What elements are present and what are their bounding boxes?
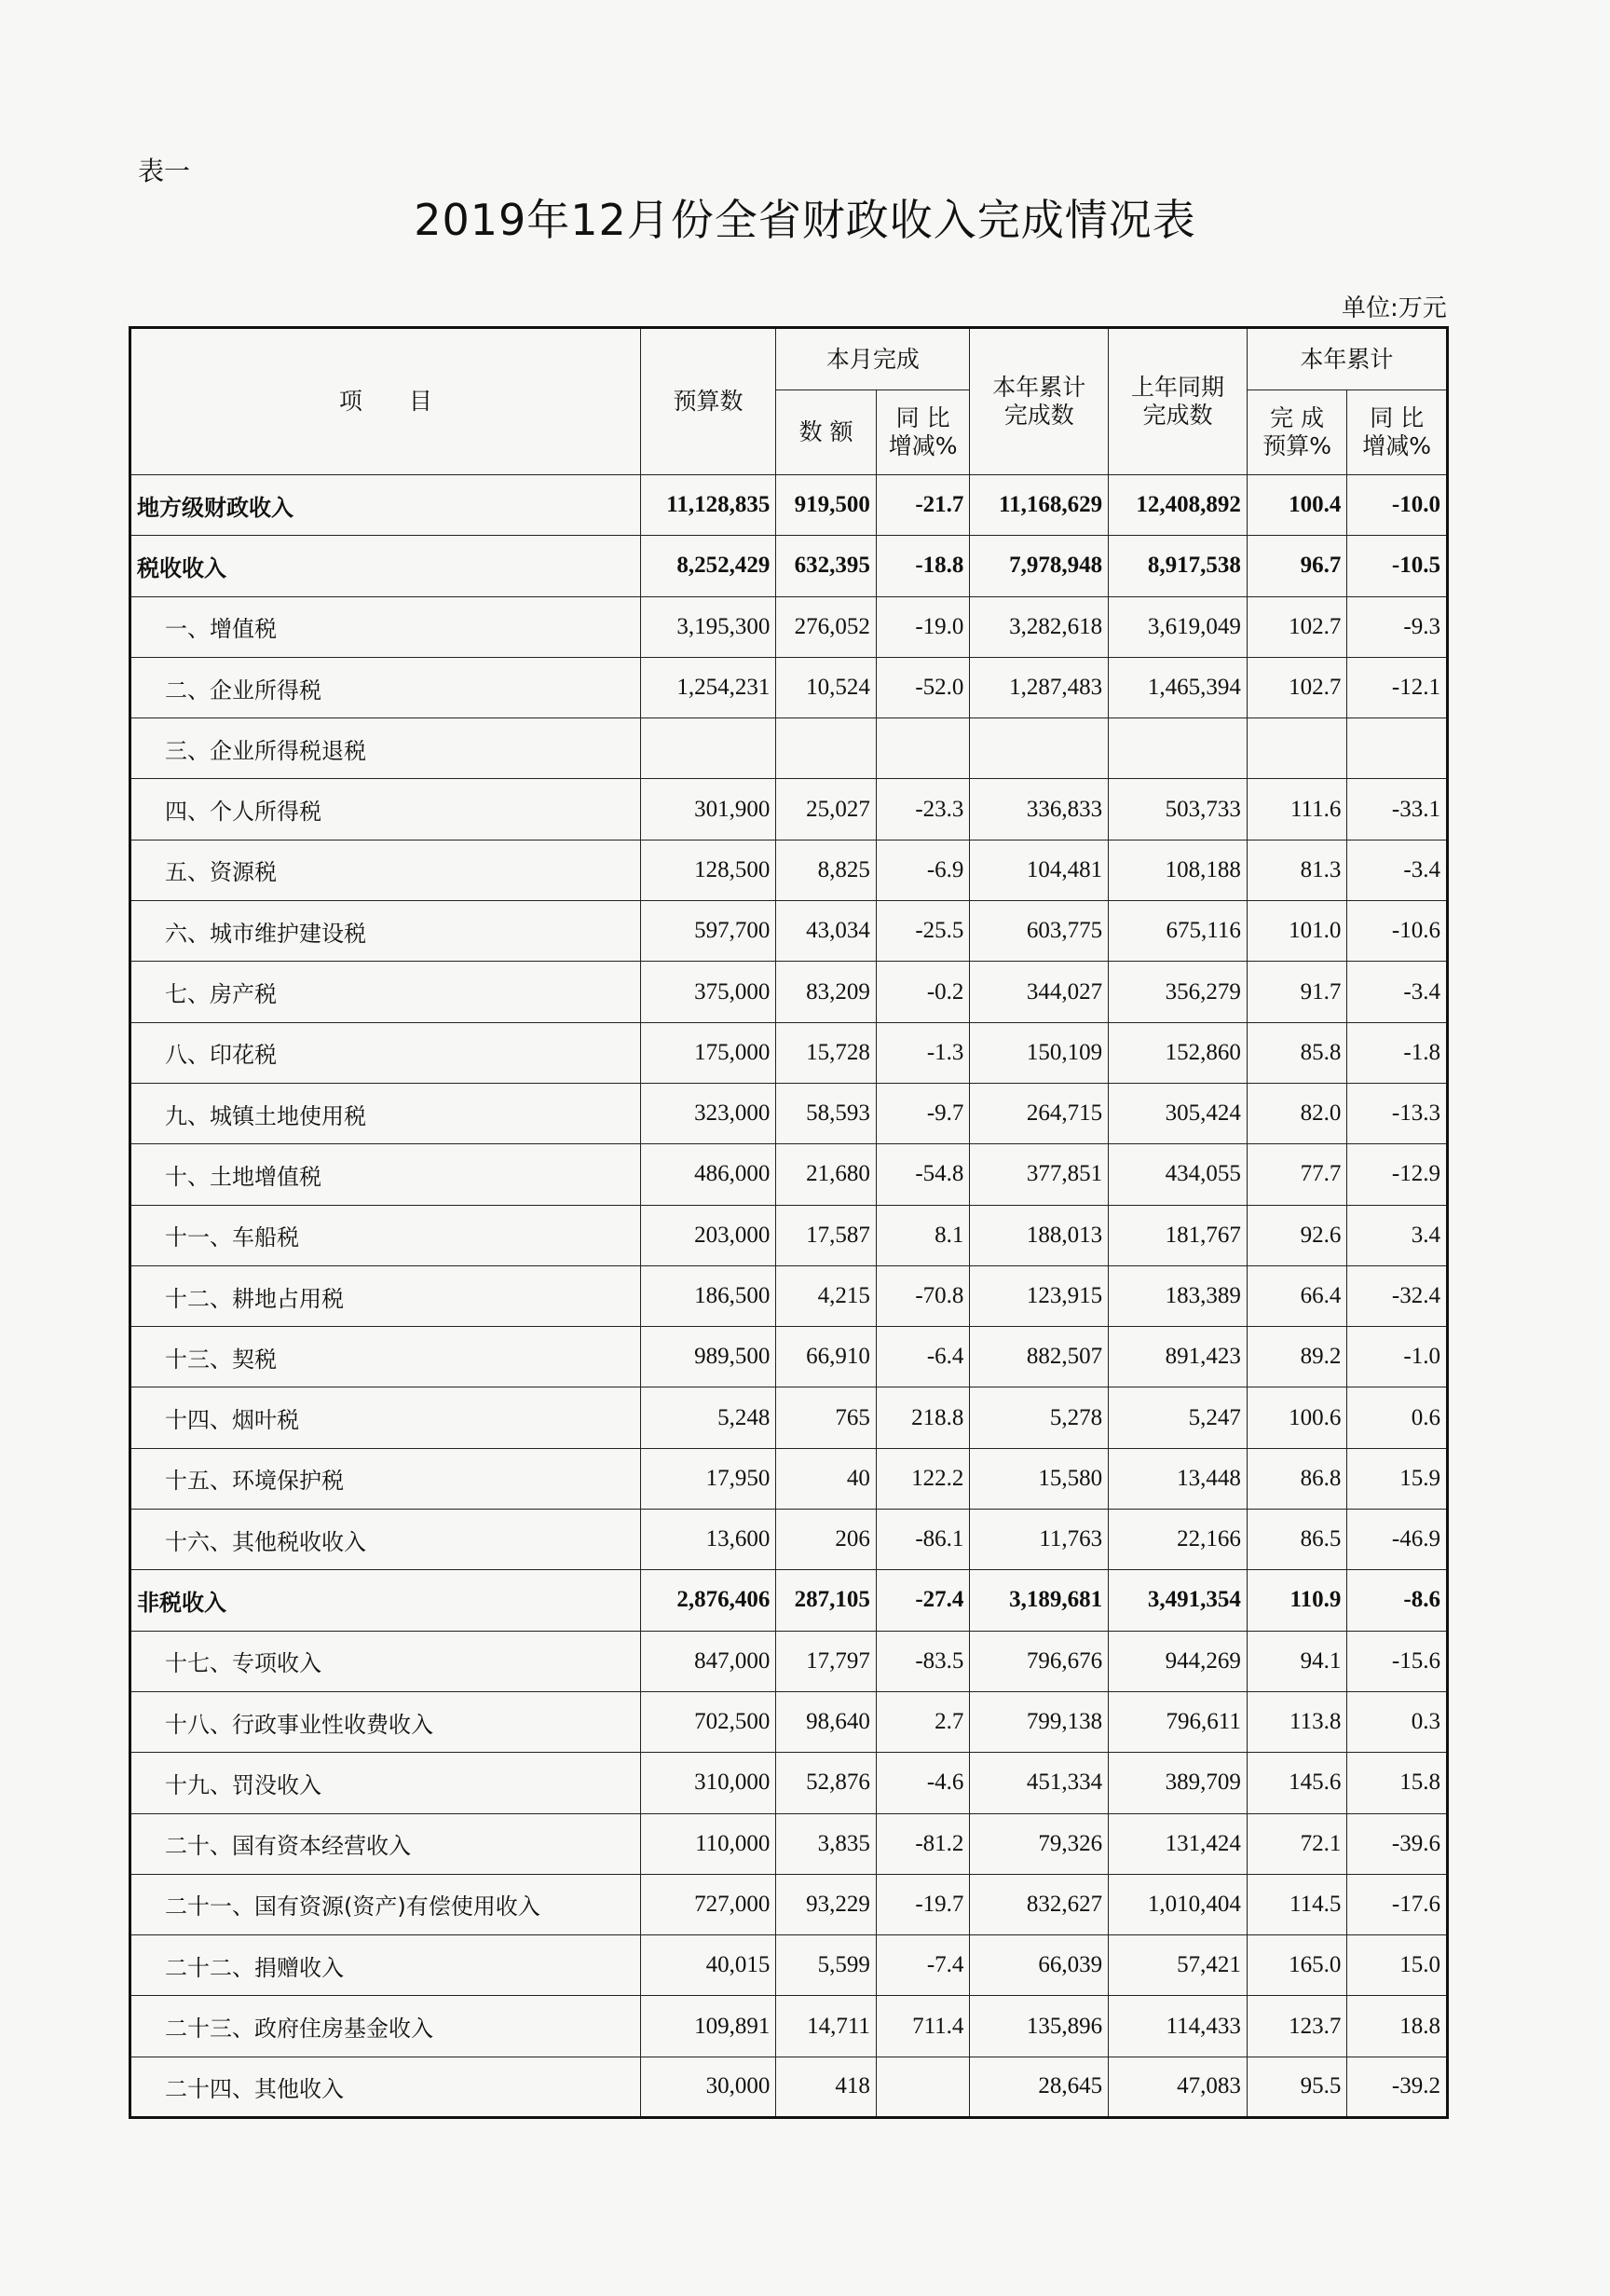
cell-month-amount: 40 (776, 1448, 877, 1509)
cell-last-year: 1,465,394 (1109, 657, 1248, 718)
cell-last-year: 503,733 (1109, 779, 1248, 840)
row-name: 三、企业所得税退税 (130, 718, 641, 779)
cell-budget: 597,700 (640, 901, 776, 962)
cell-ytd-yoy: -3.4 (1347, 962, 1448, 1022)
cell-budget: 310,000 (640, 1753, 776, 1813)
row-name: 十三、契税 (130, 1327, 641, 1387)
table-row (130, 718, 1448, 779)
cell-ytd: 799,138 (970, 1691, 1109, 1752)
header-pct-budget-line2: 预算% (1262, 432, 1331, 459)
table-row (130, 1083, 1448, 1143)
cell-last-year: 3,619,049 (1109, 596, 1248, 657)
cell-pct-budget: 82.0 (1247, 1083, 1347, 1143)
table-row (130, 1570, 1448, 1631)
row-name: 二、企业所得税 (130, 657, 641, 718)
cell-budget: 847,000 (640, 1631, 776, 1691)
cell-last-year: 13,448 (1109, 1448, 1248, 1509)
cell-month-amount: 418 (776, 2057, 877, 2117)
cell-last-year (1109, 718, 1248, 779)
cell-ytd: 66,039 (970, 1935, 1109, 1996)
cell-month-yoy: -0.2 (876, 962, 970, 1022)
header-month-group: 本月完成 (776, 328, 970, 390)
row-name: 十七、专项收入 (130, 1631, 641, 1691)
cell-ytd: 336,833 (970, 779, 1109, 840)
cell-ytd-yoy: 0.3 (1347, 1691, 1448, 1752)
header-month-yoy (876, 390, 970, 475)
cell-last-year: 152,860 (1109, 1022, 1248, 1083)
cell-pct-budget: 72.1 (1247, 1813, 1347, 1874)
cell-ytd-yoy: 15.8 (1347, 1753, 1448, 1813)
cell-budget: 30,000 (640, 2057, 776, 2117)
cell-month-amount: 58,593 (776, 1083, 877, 1143)
cell-pct-budget: 100.4 (1247, 475, 1347, 536)
cell-budget: 375,000 (640, 962, 776, 1022)
cell-month-amount: 43,034 (776, 901, 877, 962)
table-row (130, 1935, 1448, 1996)
cell-month-yoy: 711.4 (876, 1996, 970, 2057)
row-name: 十九、罚没收入 (130, 1753, 641, 1813)
cell-ytd-yoy: -33.1 (1347, 779, 1448, 840)
doc-label: 表一 (138, 156, 191, 186)
cell-month-yoy: -21.7 (876, 475, 970, 536)
row-name: 十一、车船税 (130, 1205, 641, 1265)
header-ytd-line1: 本年累计 (992, 374, 1086, 401)
cell-ytd: 79,326 (970, 1813, 1109, 1874)
table-row (130, 1448, 1448, 1509)
cell-budget: 40,015 (640, 1935, 776, 1996)
cell-ytd-yoy: 15.0 (1347, 1935, 1448, 1996)
cell-last-year: 181,767 (1109, 1205, 1248, 1265)
table-row (130, 1022, 1448, 1083)
cell-last-year: 131,424 (1109, 1813, 1248, 1874)
cell-budget: 1,254,231 (640, 657, 776, 718)
cell-budget (640, 718, 776, 779)
cell-pct-budget: 102.7 (1247, 596, 1347, 657)
cell-month-amount: 10,524 (776, 657, 877, 718)
header-ytd (970, 328, 1109, 475)
cell-month-yoy: -1.3 (876, 1022, 970, 1083)
cell-ytd-yoy: -39.6 (1347, 1813, 1448, 1874)
table-row (130, 1510, 1448, 1570)
cell-ytd: 882,507 (970, 1327, 1109, 1387)
cell-budget: 11,128,835 (640, 475, 776, 536)
cell-pct-budget: 96.7 (1247, 536, 1347, 596)
cell-ytd: 104,481 (970, 840, 1109, 900)
cell-budget: 8,252,429 (640, 536, 776, 596)
cell-month-amount: 17,797 (776, 1631, 877, 1691)
row-name: 七、房产税 (130, 962, 641, 1022)
cell-month-yoy: 2.7 (876, 1691, 970, 1752)
row-name: 税收收入 (130, 536, 641, 596)
header-ytd-yoy-line1: 同 比 (1370, 404, 1425, 431)
cell-ytd: 832,627 (970, 1874, 1109, 1934)
cell-ytd: 3,189,681 (970, 1570, 1109, 1631)
cell-month-amount: 5,599 (776, 1935, 877, 1996)
cell-month-amount: 206 (776, 1510, 877, 1570)
cell-month-yoy: -6.9 (876, 840, 970, 900)
cell-ytd: 264,715 (970, 1083, 1109, 1143)
cell-budget: 13,600 (640, 1510, 776, 1570)
cell-ytd-yoy: -12.1 (1347, 657, 1448, 718)
header-lastyear (1109, 328, 1248, 475)
cell-pct-budget: 114.5 (1247, 1874, 1347, 1934)
cell-last-year: 3,491,354 (1109, 1570, 1248, 1631)
header-month-yoy-line1: 同 比 (895, 404, 950, 431)
row-name: 二十二、捐赠收入 (130, 1935, 641, 1996)
cell-pct-budget: 85.8 (1247, 1022, 1347, 1083)
row-name: 二十、国有资本经营收入 (130, 1813, 641, 1874)
unit-label: 单位:万元 (1342, 294, 1447, 322)
cell-ytd-yoy: -1.0 (1347, 1327, 1448, 1387)
cell-pct-budget: 94.1 (1247, 1631, 1347, 1691)
cell-ytd-yoy: -10.0 (1347, 475, 1448, 536)
cell-pct-budget: 165.0 (1247, 1935, 1347, 1996)
cell-month-yoy: -70.8 (876, 1265, 970, 1326)
cell-month-amount: 66,910 (776, 1327, 877, 1387)
cell-ytd-yoy: 3.4 (1347, 1205, 1448, 1265)
cell-budget: 3,195,300 (640, 596, 776, 657)
cell-ytd: 5,278 (970, 1387, 1109, 1448)
cell-month-amount: 276,052 (776, 596, 877, 657)
cell-budget: 186,500 (640, 1265, 776, 1326)
cell-month-amount: 919,500 (776, 475, 877, 536)
table-body (130, 475, 1448, 2118)
revenue-table (129, 326, 1449, 2119)
cell-last-year: 114,433 (1109, 1996, 1248, 2057)
cell-ytd-yoy: -13.3 (1347, 1083, 1448, 1143)
cell-month-yoy: -27.4 (876, 1570, 970, 1631)
cell-budget: 702,500 (640, 1691, 776, 1752)
table-row (130, 1631, 1448, 1691)
cell-month-amount: 98,640 (776, 1691, 877, 1752)
cell-budget: 989,500 (640, 1327, 776, 1387)
cell-pct-budget: 86.5 (1247, 1510, 1347, 1570)
cell-last-year: 434,055 (1109, 1144, 1248, 1205)
cell-ytd: 7,978,948 (970, 536, 1109, 596)
row-name: 十八、行政事业性收费收入 (130, 1691, 641, 1752)
cell-last-year: 891,423 (1109, 1327, 1248, 1387)
cell-budget: 323,000 (640, 1083, 776, 1143)
cell-month-yoy (876, 2057, 970, 2117)
cell-month-yoy: -19.0 (876, 596, 970, 657)
cell-ytd-yoy: -10.5 (1347, 536, 1448, 596)
cell-month-amount: 3,835 (776, 1813, 877, 1874)
cell-pct-budget: 66.4 (1247, 1265, 1347, 1326)
cell-pct-budget: 92.6 (1247, 1205, 1347, 1265)
header-lastyear-line1: 上年同期 (1130, 374, 1224, 401)
cell-month-amount: 8,825 (776, 840, 877, 900)
cell-last-year: 305,424 (1109, 1083, 1248, 1143)
row-name: 十五、环境保护税 (130, 1448, 641, 1509)
cell-month-amount: 25,027 (776, 779, 877, 840)
cell-ytd: 135,896 (970, 1996, 1109, 2057)
cell-ytd-yoy: -46.9 (1347, 1510, 1448, 1570)
cell-ytd-yoy: 18.8 (1347, 1996, 1448, 2057)
header-item: 项 目 (130, 328, 641, 475)
row-name: 十四、烟叶税 (130, 1387, 641, 1448)
cell-last-year: 57,421 (1109, 1935, 1248, 1996)
cell-pct-budget: 89.2 (1247, 1327, 1347, 1387)
cell-last-year: 8,917,538 (1109, 536, 1248, 596)
cell-ytd: 28,645 (970, 2057, 1109, 2117)
cell-budget: 17,950 (640, 1448, 776, 1509)
cell-ytd-yoy: -15.6 (1347, 1631, 1448, 1691)
cell-ytd: 377,851 (970, 1144, 1109, 1205)
header-month-amount: 数 额 (776, 390, 877, 475)
cell-budget: 203,000 (640, 1205, 776, 1265)
table-row (130, 1387, 1448, 1448)
table-row (130, 1205, 1448, 1265)
cell-month-yoy: 218.8 (876, 1387, 970, 1448)
cell-ytd: 451,334 (970, 1753, 1109, 1813)
cell-pct-budget: 111.6 (1247, 779, 1347, 840)
cell-last-year: 12,408,892 (1109, 475, 1248, 536)
cell-ytd-yoy (1347, 718, 1448, 779)
page-title: 2019年12月份全省财政收入完成情况表 (414, 195, 1196, 245)
table-row (130, 1874, 1448, 1934)
cell-ytd (970, 718, 1109, 779)
cell-pct-budget: 77.7 (1247, 1144, 1347, 1205)
cell-pct-budget: 86.8 (1247, 1448, 1347, 1509)
table-row (130, 657, 1448, 718)
table-row (130, 840, 1448, 900)
cell-ytd: 3,282,618 (970, 596, 1109, 657)
cell-month-amount: 21,680 (776, 1144, 877, 1205)
cell-ytd-yoy: 15.9 (1347, 1448, 1448, 1509)
cell-pct-budget: 91.7 (1247, 962, 1347, 1022)
row-name: 二十四、其他收入 (130, 2057, 641, 2117)
header-pct-budget (1247, 390, 1347, 475)
table-row (130, 962, 1448, 1022)
row-name: 二十一、国有资源(资产)有偿使用收入 (130, 1874, 641, 1934)
row-name: 一、增值税 (130, 596, 641, 657)
table-row (130, 1813, 1448, 1874)
cell-ytd-yoy: -39.2 (1347, 2057, 1448, 2117)
cell-last-year: 108,188 (1109, 840, 1248, 900)
row-name: 九、城镇土地使用税 (130, 1083, 641, 1143)
table-row (130, 1265, 1448, 1326)
cell-month-yoy: -86.1 (876, 1510, 970, 1570)
cell-month-amount: 14,711 (776, 1996, 877, 2057)
cell-ytd-yoy: -9.3 (1347, 596, 1448, 657)
cell-last-year: 796,611 (1109, 1691, 1248, 1752)
cell-pct-budget: 102.7 (1247, 657, 1347, 718)
cell-pct-budget: 95.5 (1247, 2057, 1347, 2117)
cell-ytd-yoy: -1.8 (1347, 1022, 1448, 1083)
table-row (130, 1753, 1448, 1813)
row-name: 四、个人所得税 (130, 779, 641, 840)
cell-budget: 301,900 (640, 779, 776, 840)
cell-last-year: 389,709 (1109, 1753, 1248, 1813)
cell-last-year: 22,166 (1109, 1510, 1248, 1570)
header-budget: 预算数 (640, 328, 776, 475)
cell-last-year: 183,389 (1109, 1265, 1248, 1326)
cell-ytd: 188,013 (970, 1205, 1109, 1265)
cell-ytd-yoy: -17.6 (1347, 1874, 1448, 1934)
cell-month-yoy: -25.5 (876, 901, 970, 962)
row-name: 八、印花税 (130, 1022, 641, 1083)
cell-month-yoy: -6.4 (876, 1327, 970, 1387)
header-ytd-line2: 完成数 (1003, 402, 1074, 429)
header-month-yoy-line2: 增减% (888, 432, 958, 459)
cell-month-yoy: -52.0 (876, 657, 970, 718)
cell-month-amount: 287,105 (776, 1570, 877, 1631)
cell-month-amount: 4,215 (776, 1265, 877, 1326)
cell-budget: 109,891 (640, 1996, 776, 2057)
cell-month-yoy: -83.5 (876, 1631, 970, 1691)
cell-budget: 2,876,406 (640, 1570, 776, 1631)
table-row (130, 1327, 1448, 1387)
table-row (130, 1996, 1448, 2057)
cell-month-yoy: -23.3 (876, 779, 970, 840)
cell-pct-budget: 113.8 (1247, 1691, 1347, 1752)
cell-last-year: 1,010,404 (1109, 1874, 1248, 1934)
header-ytd-group: 本年累计 (1247, 328, 1447, 390)
cell-pct-budget: 101.0 (1247, 901, 1347, 962)
table-row (130, 901, 1448, 962)
cell-month-yoy: -9.7 (876, 1083, 970, 1143)
cell-month-amount: 632,395 (776, 536, 877, 596)
cell-ytd-yoy: -12.9 (1347, 1144, 1448, 1205)
cell-budget: 128,500 (640, 840, 776, 900)
table-header (130, 328, 1448, 475)
cell-month-yoy: 122.2 (876, 1448, 970, 1509)
cell-ytd: 123,915 (970, 1265, 1109, 1326)
table-row (130, 596, 1448, 657)
cell-budget: 175,000 (640, 1022, 776, 1083)
cell-pct-budget: 81.3 (1247, 840, 1347, 900)
header-lastyear-line2: 完成数 (1142, 402, 1213, 429)
cell-ytd-yoy: 0.6 (1347, 1387, 1448, 1448)
cell-pct-budget: 123.7 (1247, 1996, 1347, 2057)
row-name: 地方级财政收入 (130, 475, 641, 536)
row-name: 非税收入 (130, 1570, 641, 1631)
cell-month-yoy: -81.2 (876, 1813, 970, 1874)
cell-pct-budget: 100.6 (1247, 1387, 1347, 1448)
cell-budget: 727,000 (640, 1874, 776, 1934)
cell-month-yoy: -54.8 (876, 1144, 970, 1205)
cell-month-yoy: -19.7 (876, 1874, 970, 1934)
cell-last-year: 5,247 (1109, 1387, 1248, 1448)
cell-ytd: 603,775 (970, 901, 1109, 962)
cell-month-yoy: -18.8 (876, 536, 970, 596)
cell-pct-budget: 110.9 (1247, 1570, 1347, 1631)
row-name: 六、城市维护建设税 (130, 901, 641, 962)
cell-pct-budget (1247, 718, 1347, 779)
cell-month-amount: 52,876 (776, 1753, 877, 1813)
cell-month-amount (776, 718, 877, 779)
cell-month-yoy: 8.1 (876, 1205, 970, 1265)
row-name: 二十三、政府住房基金收入 (130, 1996, 641, 2057)
header-pct-budget-line1: 完 成 (1270, 404, 1325, 431)
cell-ytd: 15,580 (970, 1448, 1109, 1509)
cell-month-amount: 765 (776, 1387, 877, 1448)
cell-ytd: 11,763 (970, 1510, 1109, 1570)
cell-budget: 110,000 (640, 1813, 776, 1874)
cell-month-yoy: -4.6 (876, 1753, 970, 1813)
cell-month-yoy (876, 718, 970, 779)
table-row (130, 475, 1448, 536)
table-row (130, 1144, 1448, 1205)
cell-last-year: 356,279 (1109, 962, 1248, 1022)
cell-month-amount: 15,728 (776, 1022, 877, 1083)
cell-month-amount: 83,209 (776, 962, 877, 1022)
cell-ytd: 344,027 (970, 962, 1109, 1022)
cell-ytd: 796,676 (970, 1631, 1109, 1691)
cell-last-year: 675,116 (1109, 901, 1248, 962)
cell-ytd-yoy: -10.6 (1347, 901, 1448, 962)
cell-last-year: 47,083 (1109, 2057, 1248, 2117)
cell-month-amount: 93,229 (776, 1874, 877, 1934)
cell-last-year: 944,269 (1109, 1631, 1248, 1691)
cell-ytd-yoy: -8.6 (1347, 1570, 1448, 1631)
table-row (130, 779, 1448, 840)
row-name: 十六、其他税收收入 (130, 1510, 641, 1570)
header-ytd-yoy (1347, 390, 1448, 475)
cell-ytd: 11,168,629 (970, 475, 1109, 536)
cell-ytd: 1,287,483 (970, 657, 1109, 718)
cell-budget: 486,000 (640, 1144, 776, 1205)
table-row (130, 2057, 1448, 2117)
row-name: 十、土地增值税 (130, 1144, 641, 1205)
cell-pct-budget: 145.6 (1247, 1753, 1347, 1813)
cell-month-amount: 17,587 (776, 1205, 877, 1265)
table-row (130, 1691, 1448, 1752)
row-name: 十二、耕地占用税 (130, 1265, 641, 1326)
row-name: 五、资源税 (130, 840, 641, 900)
header-ytd-yoy-line2: 增减% (1362, 432, 1432, 459)
cell-month-yoy: -7.4 (876, 1935, 970, 1996)
cell-ytd-yoy: -32.4 (1347, 1265, 1448, 1326)
cell-ytd: 150,109 (970, 1022, 1109, 1083)
table-row (130, 536, 1448, 596)
cell-ytd-yoy: -3.4 (1347, 840, 1448, 900)
cell-budget: 5,248 (640, 1387, 776, 1448)
